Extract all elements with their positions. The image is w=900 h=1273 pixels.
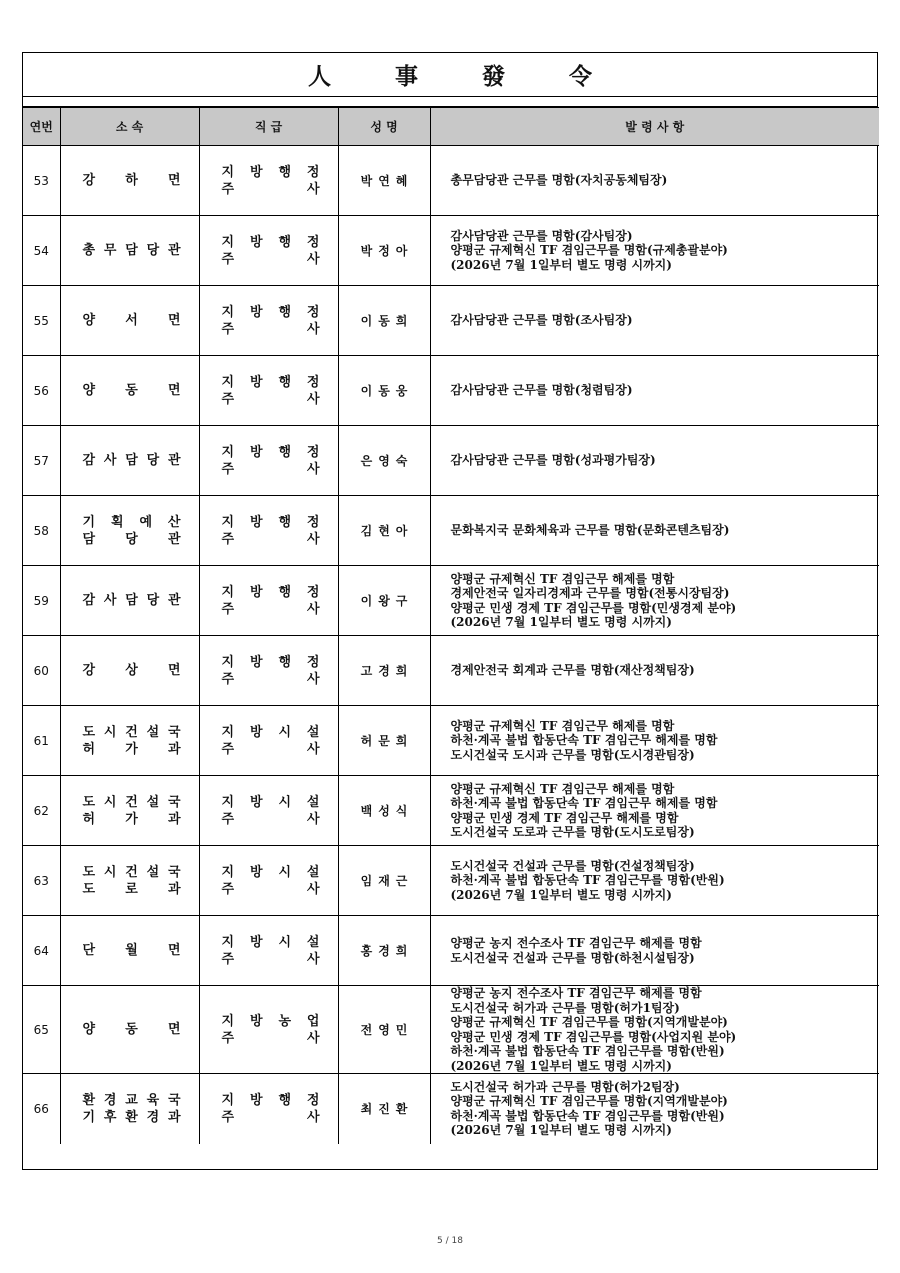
rank-cell	[199, 286, 338, 356]
rank-line: 지 방 시 설	[221, 724, 320, 740]
title-bar	[23, 53, 877, 97]
rank-line: 주 사	[221, 531, 320, 547]
department-line: 도 시 건 설 국	[82, 794, 181, 810]
rank-line: 주 사	[221, 251, 320, 267]
rank-cell	[199, 146, 338, 216]
rank-cell	[199, 916, 338, 986]
rank-cell	[199, 496, 338, 566]
person-name: 이왕구	[338, 566, 430, 636]
row-number: 66	[23, 1074, 60, 1144]
department-cell	[60, 986, 199, 1074]
rank-line: 주 사	[221, 811, 320, 827]
order-line: 하천·계곡 불법 합동단속 TF 겸임근무를 명함(반원)	[450, 873, 725, 888]
order-line: (2026년 7월 1일부터 별도 명령 시까지)	[450, 1123, 672, 1138]
row-number: 65	[23, 986, 60, 1074]
order-line: 양평군 규제혁신 TF 겸임근무 해제를 명함	[450, 781, 675, 796]
rank-line: 주 사	[221, 671, 320, 687]
rank-line: 지 방 행 정	[221, 654, 320, 670]
department-cell	[60, 356, 199, 426]
rank-cell	[199, 636, 338, 706]
rank-cell	[199, 566, 338, 636]
department-line: 양 서 면	[82, 313, 181, 328]
department-cell	[60, 566, 199, 636]
rank-cell	[199, 356, 338, 426]
row-number: 57	[23, 426, 60, 496]
order-details	[430, 986, 879, 1074]
department-cell	[60, 916, 199, 986]
department-line: 강 하 면	[82, 173, 181, 188]
row-number: 63	[23, 846, 60, 916]
department-line: 양 동 면	[82, 383, 181, 398]
order-line: 경제안전국 일자리경제과 근무를 명함(전통시장팀장)	[450, 586, 730, 600]
order-line: 하천·계곡 불법 합동단속 TF 겸임근무를 명함(반원)	[450, 1108, 725, 1123]
header-name: 성 명	[338, 108, 430, 146]
person-name: 고경희	[338, 636, 430, 706]
department-line: 도 로 과	[82, 881, 181, 897]
row-number: 62	[23, 776, 60, 846]
title-spacer	[23, 97, 877, 107]
person-name: 박연혜	[338, 146, 430, 216]
order-line: 양평군 민생 경제 TF 겸임근무 해제를 명함	[450, 810, 679, 825]
rank-line: 지 방 행 정	[221, 514, 320, 530]
order-line: 양평군 규제혁신 TF 겸임근무를 명함(지역개발분야)	[450, 1015, 728, 1029]
table-row	[23, 426, 879, 496]
row-number: 59	[23, 566, 60, 636]
row-number: 53	[23, 146, 60, 216]
order-details	[430, 496, 879, 566]
department-line: 기 후 환 경 과	[82, 1109, 181, 1125]
table-row	[23, 216, 879, 286]
order-line: 감사담당관 근무를 명함(조사팀장)	[450, 313, 633, 328]
table-row	[23, 286, 879, 356]
department-line: 허 가 과	[82, 741, 181, 757]
department-cell	[60, 706, 199, 776]
order-line: 양평군 규제혁신 TF 겸임근무 해제를 명함	[450, 718, 675, 733]
rank-line: 주 사	[221, 1109, 320, 1125]
order-details	[430, 566, 879, 636]
order-line: (2026년 7월 1일부터 별도 명령 시까지)	[450, 257, 672, 272]
order-line: 도시건설국 허가과 근무를 명함(허가2팀장)	[450, 1079, 680, 1094]
table-row	[23, 496, 879, 566]
rank-line: 지 방 행 정	[221, 1092, 320, 1108]
person-name: 김현아	[338, 496, 430, 566]
rank-line: 지 방 시 설	[221, 934, 320, 950]
rank-line: 지 방 시 설	[221, 794, 320, 810]
rank-line: 주 사	[221, 741, 320, 757]
department-line: 환 경 교 육 국	[82, 1092, 181, 1108]
department-cell	[60, 146, 199, 216]
rank-line: 주 사	[221, 881, 320, 897]
order-line: 양평군 규제혁신 TF 겸임근무 해제를 명함	[450, 571, 675, 586]
person-name: 허문희	[338, 706, 430, 776]
rank-cell	[199, 776, 338, 846]
order-line: 도시건설국 도시과 근무를 명함(도시경관팀장)	[450, 747, 695, 762]
table-row	[23, 776, 879, 846]
rank-line: 지 방 행 정	[221, 164, 320, 180]
row-number: 54	[23, 216, 60, 286]
department-cell	[60, 1074, 199, 1144]
order-details	[430, 846, 879, 916]
order-line: 총무담당관 근무를 명함(자치공동체팀장)	[450, 173, 668, 188]
order-line: (2026년 7월 1일부터 별도 명령 시까지)	[450, 1058, 672, 1073]
rank-line: 지 방 행 정	[221, 374, 320, 390]
person-name: 최진환	[338, 1074, 430, 1144]
department-line: 총 무 담 당 관	[82, 243, 181, 258]
order-line: 양평군 민생 경제 TF 겸임근무를 명함(사업지원 분야)	[450, 1029, 737, 1044]
order-line: (2026년 7월 1일부터 별도 명령 시까지)	[450, 615, 672, 629]
personnel-table	[23, 107, 879, 1144]
person-name: 홍경희	[338, 916, 430, 986]
order-line: 양평군 농지 전수조사 TF 겸임근무 해제를 명함	[450, 936, 702, 950]
person-name: 전영민	[338, 986, 430, 1074]
rank-cell	[199, 216, 338, 286]
rank-line: 주 사	[221, 601, 320, 617]
rank-line: 지 방 행 정	[221, 234, 320, 250]
table-row	[23, 916, 879, 986]
department-cell	[60, 636, 199, 706]
person-name: 은영숙	[338, 426, 430, 496]
order-line: 양평군 민생 경제 TF 겸임근무를 명함(민생경제 분야)	[450, 600, 737, 615]
department-cell	[60, 776, 199, 846]
order-line: (2026년 7월 1일부터 별도 명령 시까지)	[450, 887, 672, 902]
department-line: 기 획 예 산	[82, 514, 181, 530]
order-details	[430, 426, 879, 496]
order-details	[430, 1074, 879, 1144]
table-row	[23, 706, 879, 776]
rank-line: 주 사	[221, 1030, 320, 1046]
rank-line: 주 사	[221, 951, 320, 967]
order-line: 도시건설국 건설과 근무를 명함(건설정책팀장)	[450, 858, 695, 873]
person-name: 이동희	[338, 286, 430, 356]
rank-line: 주 사	[221, 461, 320, 477]
department-line: 담 당 관	[82, 531, 181, 547]
order-line: 경제안전국 회계과 근무를 명함(재산정책팀장)	[450, 663, 695, 678]
department-line: 단 월 면	[82, 943, 181, 958]
person-name: 박정아	[338, 216, 430, 286]
rank-line: 주 사	[221, 321, 320, 337]
order-line: 양평군 규제혁신 TF 겸임근무를 명함(지역개발분야)	[450, 1094, 728, 1109]
order-line: 감사담당관 근무를 명함(성과평가팀장)	[450, 453, 656, 468]
page-number: 5 / 18	[437, 1236, 463, 1246]
order-line: 감사담당관 근무를 명함(감사팀장)	[450, 228, 633, 243]
order-line: 도시건설국 허가과 근무를 명함(허가1팀장)	[450, 1000, 680, 1015]
order-details	[430, 636, 879, 706]
department-cell	[60, 846, 199, 916]
department-line: 허 가 과	[82, 811, 181, 827]
order-line: 하천·계곡 불법 합동단속 TF 겸임근무를 명함(반원)	[450, 1044, 725, 1058]
rank-line: 주 사	[221, 391, 320, 407]
row-number: 58	[23, 496, 60, 566]
order-line: 양평군 농지 전수조사 TF 겸임근무 해제를 명함	[450, 986, 702, 1000]
order-line: 도시건설국 건설과 근무를 명함(하천시설팀장)	[450, 950, 695, 965]
order-line: 하천·계곡 불법 합동단속 TF 겸임근무 해제를 명함	[450, 796, 718, 810]
order-details	[430, 146, 879, 216]
rank-line: 지 방 시 설	[221, 864, 320, 880]
rank-cell	[199, 1074, 338, 1144]
rank-cell	[199, 706, 338, 776]
header-rank: 직 급	[199, 108, 338, 146]
table-row	[23, 1074, 879, 1144]
rank-line: 지 방 행 정	[221, 584, 320, 600]
row-number: 56	[23, 356, 60, 426]
document-frame	[22, 52, 878, 1170]
order-details	[430, 776, 879, 846]
table-row	[23, 146, 879, 216]
department-cell	[60, 286, 199, 356]
rank-cell	[199, 846, 338, 916]
department-cell	[60, 496, 199, 566]
department-line: 감 사 담 당 관	[82, 593, 181, 608]
row-number: 61	[23, 706, 60, 776]
department-line: 도 시 건 설 국	[82, 724, 181, 740]
table-row	[23, 356, 879, 426]
department-cell	[60, 426, 199, 496]
header-no: 연번	[23, 108, 60, 146]
rank-line: 지 방 행 정	[221, 444, 320, 460]
table-row	[23, 636, 879, 706]
order-details	[430, 286, 879, 356]
header-detail: 발 령 사 항	[430, 108, 879, 146]
document-title: 人 事 發 令	[307, 63, 621, 90]
table-row	[23, 566, 879, 636]
rank-cell	[199, 986, 338, 1074]
person-name: 임재근	[338, 846, 430, 916]
row-number: 60	[23, 636, 60, 706]
person-name: 이동웅	[338, 356, 430, 426]
order-line: 하천·계곡 불법 합동단속 TF 겸임근무 해제를 명함	[450, 733, 718, 748]
rank-line: 주 사	[221, 181, 320, 197]
rank-line: 지 방 농 업	[221, 1013, 320, 1029]
order-details	[430, 706, 879, 776]
department-line: 도 시 건 설 국	[82, 864, 181, 880]
order-details	[430, 356, 879, 426]
department-cell	[60, 216, 199, 286]
person-name: 백성식	[338, 776, 430, 846]
order-details	[430, 216, 879, 286]
order-line: 문화복지국 문화체육과 근무를 명함(문화콘텐츠팀장)	[450, 523, 730, 538]
order-line: 양평군 규제혁신 TF 겸임근무를 명함(규제총괄분야)	[450, 243, 728, 258]
order-line: 감사담당관 근무를 명함(청렴팀장)	[450, 383, 633, 398]
table-header-row	[23, 108, 879, 146]
table-row	[23, 846, 879, 916]
department-line: 감 사 담 당 관	[82, 453, 181, 468]
row-number: 55	[23, 286, 60, 356]
order-line: 도시건설국 도로과 근무를 명함(도시도로팀장)	[450, 825, 695, 839]
department-line: 양 동 면	[82, 1022, 181, 1037]
rank-cell	[199, 426, 338, 496]
department-line: 강 상 면	[82, 663, 181, 678]
table-row	[23, 986, 879, 1074]
order-details	[430, 916, 879, 986]
rank-line: 지 방 행 정	[221, 304, 320, 320]
header-dept: 소 속	[60, 108, 199, 146]
row-number: 64	[23, 916, 60, 986]
